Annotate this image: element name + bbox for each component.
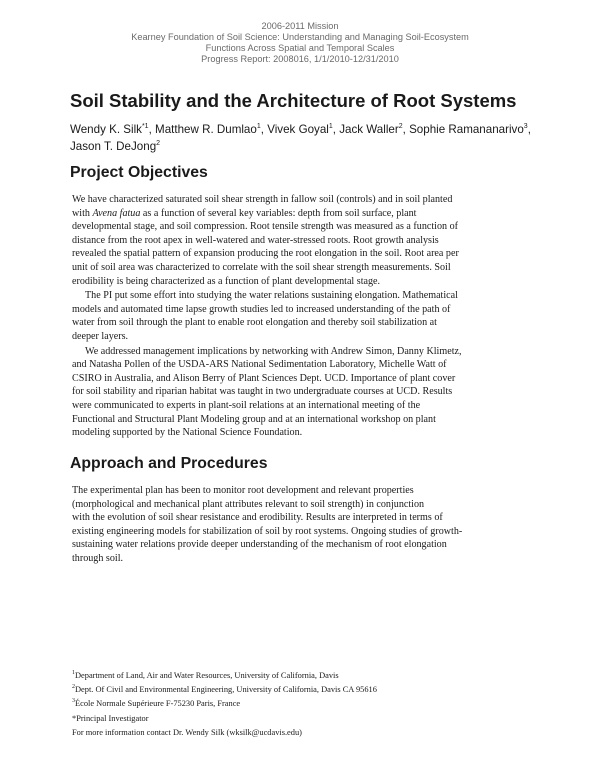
text-line: and Natasha Pollen of the USDA-ARS National Sedimentation Laboratory, Michelle Watt of [72, 359, 447, 371]
text-line: distance from the root apex in well-watered and water-stressed roots. Root growth analysis [72, 234, 439, 246]
text-fragment: as a function of several key variables: depth from soil surface, plant [140, 207, 417, 219]
text-line: water from soil through the plant to enable root elongation and thereby soil stabilization at [72, 317, 437, 329]
affiliation-mark: 1 [328, 123, 333, 131]
text-line: existing engineering models for stabilization of soil by root systems. Ongoing studies of growth- [72, 525, 463, 537]
text-line: through soil. [72, 552, 124, 564]
author-name: Sophie Ramananarivo [409, 123, 524, 136]
paragraph [72, 193, 538, 288]
text-line: with the evolution of soil shear resistance and erodibility. Results are interpreted in terms of [72, 512, 443, 524]
footnote [72, 683, 532, 697]
author-separator: , [402, 123, 410, 136]
author-separator: , [332, 123, 340, 136]
affiliation-mark: 2 [156, 140, 161, 148]
paragraph [72, 484, 538, 566]
footnote: *Principal Investigator [72, 713, 149, 723]
section-heading-objectives: Project Objectives [70, 164, 208, 181]
section-heading-approach: Approach and Procedures [70, 455, 268, 472]
footnote-mark: 3 [72, 698, 75, 705]
header-mission: 2006-2011 Mission [261, 21, 339, 31]
header-progress-report: Progress Report: 2008016, 1/1/2010-12/31/2010 [201, 54, 399, 64]
footnote-text: École Normale Supérieure F-75230 Paris, France [75, 699, 241, 709]
text-line: unit of soil area was characterized to correlate with the soil shear strength measurements. Soil [72, 261, 451, 273]
author-name: Vivek Goyal [267, 123, 329, 136]
footnote-text: Dept. Of Civil and Environmental Engineering, University of California, Davis CA 95616 [75, 685, 377, 695]
text-line: Functional and Structural Plant Modeling group and at an international workshop on plant [72, 413, 436, 425]
text-line: (morphological and mechanical plant attributes relevant to soil strength) in conjunction [72, 498, 425, 510]
header-functions: Functions Across Spatial and Temporal Scales [205, 43, 395, 53]
affiliation-mark: 2 [398, 123, 403, 131]
text-line: CSIRO in Australia, and Alison Berry of Plant Sciences Dept. UCD. Importance of plant cover [72, 372, 456, 384]
paragraph [72, 289, 538, 343]
footnote-text: Department of Land, Air and Water Resources, University of California, Davis [75, 671, 339, 680]
affiliation-mark: 3 [523, 123, 528, 131]
author-name: Matthew R. Dumlao [155, 123, 257, 136]
text-line: revealed the spatial pattern of expansion producing the root elongation in the soil. Root area per [72, 248, 459, 260]
affiliation-mark: 1 [256, 123, 261, 131]
text-line: sustaining water relations provide deeper understanding of the mechanism of root elongation [72, 539, 447, 551]
text-line [72, 207, 538, 221]
author-separator: , [148, 123, 156, 136]
text-line: We have characterized saturated soil shear strength in fallow soil (controls) and in soil planted [72, 194, 453, 205]
text-line: developmental stage, and soil compression. Root tensile strength was measured as a function of [72, 221, 458, 233]
text-line: were communicated to experts in plant-soil relations at an international meeting of the [72, 399, 421, 411]
paragraph [72, 345, 538, 440]
text-line: The experimental plan has been to monitor root development and relevant properties [72, 485, 414, 496]
footnote [72, 669, 532, 683]
approach-text [72, 484, 538, 566]
author-list [70, 121, 550, 155]
header-foundation: Kearney Foundation of Soil Science: Understanding and Managing Soil-Ecosystem [131, 32, 469, 42]
text-line: modeling supported by the National Science Foundation. [72, 427, 303, 439]
affiliation-mark: *1 [141, 123, 149, 131]
footnote-mark: 2 [72, 684, 75, 691]
author-name: Jack Waller [339, 123, 399, 136]
text-line: erodibility is being characterized as a function of plant developmental stage. [72, 275, 381, 287]
report-header [0, 21, 600, 65]
contact-note: For more information contact Dr. Wendy Silk (wksilk@ucdavis.edu) [72, 727, 302, 737]
author-name: Jason T. DeJong [70, 140, 157, 153]
objectives-text [72, 193, 538, 440]
document-title: Soil Stability and the Architecture of Root Systems [70, 90, 517, 111]
footnote [72, 697, 532, 711]
text-line: for soil stability and riparian habitat was taught in two undergraduate courses at UCD. Results [72, 386, 453, 398]
text-line: We addressed management implications by networking with Andrew Simon, Danny Klimetz, [85, 345, 462, 357]
footnotes [72, 669, 532, 740]
text-fragment: with [72, 207, 93, 219]
species-name: Avena fatua [92, 207, 141, 219]
footnote-mark: 1 [72, 670, 75, 677]
author-separator: , [260, 123, 268, 136]
text-line: deeper layers. [72, 330, 129, 342]
text-line: models and automated time lapse growth studies led to increased understanding of the path of [72, 303, 451, 315]
author-separator: , [527, 123, 531, 136]
text-line: The PI put some effort into studying the water relations sustaining elongation. Mathematical [85, 290, 458, 302]
author-name: Wendy K. Silk [70, 123, 142, 136]
